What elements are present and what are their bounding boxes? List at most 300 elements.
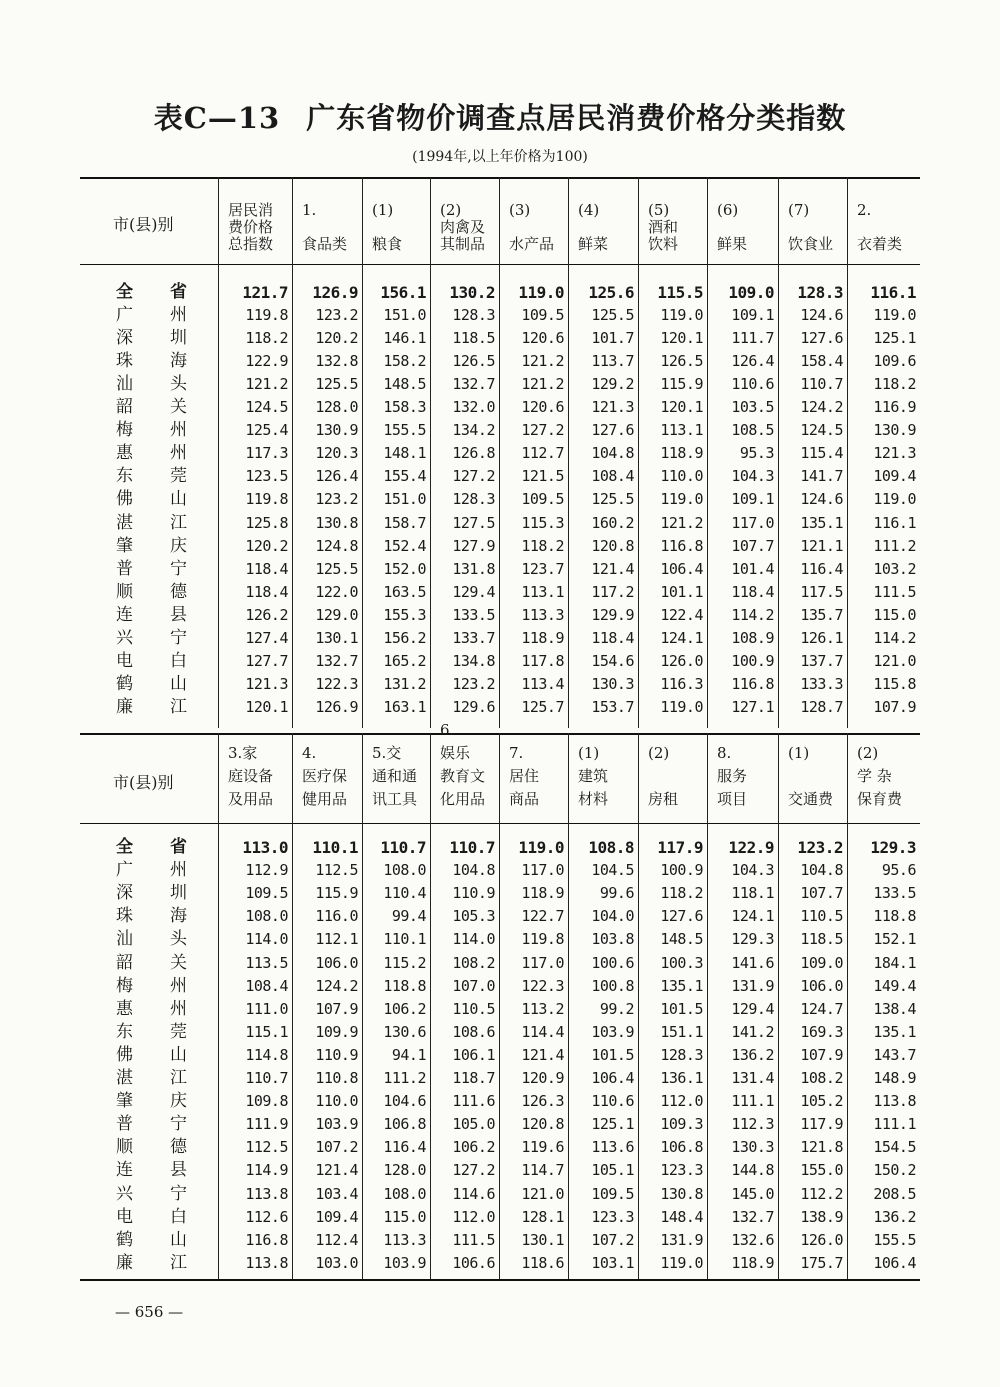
region-name-char: 州 bbox=[170, 975, 187, 996]
table1-value-cell: 118.2 bbox=[245, 329, 288, 348]
table1-value-cell: 118.5 bbox=[452, 329, 495, 348]
table1-value-cell: 126.4 bbox=[315, 467, 358, 486]
table1-header-line: 饮料 bbox=[648, 235, 679, 253]
table2-value-cell: 103.9 bbox=[315, 1115, 358, 1134]
table2-header-line: 教育文 bbox=[440, 767, 486, 785]
table2-value-cell: 110.5 bbox=[452, 999, 495, 1018]
table1-value-cell: 126.8 bbox=[452, 444, 495, 463]
table1-row-label bbox=[116, 650, 186, 673]
table2-row-label bbox=[116, 1206, 186, 1229]
region-name-char: 山 bbox=[170, 489, 187, 510]
region-name-char: 圳 bbox=[170, 883, 187, 904]
table2-value-cell: 118.8 bbox=[383, 976, 426, 995]
table1-value-cell: 129.0 bbox=[315, 605, 358, 624]
region-name-char: 梅 bbox=[116, 420, 133, 441]
table2-header-line: 交通费 bbox=[788, 790, 834, 808]
table1-value-cell: 128.3 bbox=[452, 490, 495, 509]
table2-value-cell: 104.5 bbox=[591, 861, 634, 880]
table2-value-cell: 112.1 bbox=[315, 930, 358, 949]
region-name-char: 宁 bbox=[170, 627, 187, 648]
table1-header-line: 2. bbox=[857, 201, 872, 219]
table2-value-cell: 115.0 bbox=[383, 1207, 426, 1226]
table2-value-cell: 124.1 bbox=[731, 907, 774, 926]
region-name-char: 山 bbox=[170, 1044, 187, 1065]
table2-header-line: (1) bbox=[788, 744, 810, 762]
table1-value-cell: 100.9 bbox=[731, 651, 774, 670]
table1-value-cell: 125.5 bbox=[315, 559, 358, 578]
table1-value-cell: 127.7 bbox=[245, 651, 288, 670]
table1-value-cell: 118.4 bbox=[731, 582, 774, 601]
table1-value-cell: 128.3 bbox=[797, 283, 843, 302]
region-name-char: 宁 bbox=[170, 558, 187, 579]
region-name-char: 肇 bbox=[116, 1091, 133, 1112]
table2-value-cell: 109.4 bbox=[315, 1207, 358, 1226]
table2-value-cell: 106.4 bbox=[873, 1253, 916, 1272]
table2-value-cell: 103.0 bbox=[315, 1253, 358, 1272]
table2-value-cell: 136.1 bbox=[660, 1069, 703, 1087]
table2-value-cell: 116.4 bbox=[383, 1138, 426, 1157]
table2-value-cell: 118.5 bbox=[800, 930, 843, 949]
table2-value-cell: 155.0 bbox=[800, 1161, 843, 1180]
table2-value-cell: 113.0 bbox=[242, 838, 288, 857]
table1-value-cell: 124.1 bbox=[660, 628, 703, 647]
table1-row-label bbox=[116, 696, 186, 719]
table1-value-cell: 121.4 bbox=[591, 559, 634, 578]
table2-value-cell: 121.4 bbox=[315, 1161, 358, 1180]
region-name-char: 珠 bbox=[116, 351, 133, 372]
table1-value-cell: 101.1 bbox=[660, 582, 703, 601]
table2-value-cell: 111.1 bbox=[873, 1115, 916, 1134]
table2-value-cell: 119.8 bbox=[521, 930, 564, 949]
table2-value-cell: 113.8 bbox=[245, 1253, 288, 1272]
table2-value-cell: 122.9 bbox=[728, 838, 774, 857]
table2-value-cell: 108.4 bbox=[245, 976, 288, 995]
region-name-char: 惠 bbox=[116, 443, 133, 464]
table1-value-cell: 116.3 bbox=[660, 674, 703, 693]
table2-value-cell: 106.4 bbox=[591, 1069, 634, 1087]
table2-value-cell: 119.0 bbox=[518, 838, 564, 857]
table2-value-cell: 109.5 bbox=[591, 1184, 634, 1203]
table1-header-line: 1. bbox=[302, 201, 317, 219]
table1-value-cell: 126.5 bbox=[452, 352, 495, 371]
table2-row-label bbox=[116, 882, 186, 905]
table2-value-cell: 112.9 bbox=[245, 861, 288, 880]
table2-value-cell: 105.3 bbox=[452, 907, 495, 926]
table1-value-cell: 109.5 bbox=[521, 306, 564, 325]
region-name-char: 顺 bbox=[116, 581, 133, 602]
table2-value-cell: 117.9 bbox=[800, 1115, 843, 1134]
table2-value-cell: 103.9 bbox=[383, 1253, 426, 1272]
table2-value-cell: 127.2 bbox=[452, 1161, 495, 1180]
table1-value-cell: 163.1 bbox=[383, 697, 426, 716]
table1-header-line: 饮食业 bbox=[788, 235, 834, 253]
table2-value-cell: 149.4 bbox=[873, 976, 916, 995]
table2-header-line: 7. bbox=[509, 744, 524, 762]
table2-value-cell: 118.9 bbox=[731, 1253, 774, 1272]
region-name-char: 头 bbox=[170, 929, 187, 950]
table1-header-line: 其制品 bbox=[440, 235, 486, 253]
table2-value-cell: 112.0 bbox=[660, 1092, 703, 1111]
table1-value-cell: 130.9 bbox=[873, 421, 916, 440]
table1-value-cell: 114.2 bbox=[731, 605, 774, 624]
region-name-char: 韶 bbox=[116, 952, 133, 973]
region-name-char: 佛 bbox=[116, 1044, 133, 1065]
table1-value-cell: 110.7 bbox=[800, 375, 843, 394]
region-name-char: 山 bbox=[170, 673, 187, 694]
table2-value-cell: 145.0 bbox=[731, 1184, 774, 1203]
table2-header-line: 5.交 bbox=[372, 744, 402, 762]
table2-value-cell: 135.1 bbox=[660, 976, 703, 995]
table2-value-cell: 121.0 bbox=[521, 1184, 564, 1203]
table1-value-cell: 120.1 bbox=[660, 398, 703, 417]
table1-value-cell: 128.0 bbox=[315, 398, 358, 417]
table2-row-label bbox=[116, 1113, 186, 1136]
table2-value-cell: 107.0 bbox=[452, 976, 495, 995]
table1-value-cell: 121.3 bbox=[245, 674, 288, 693]
table2-value-cell: 108.8 bbox=[588, 838, 634, 857]
region-name-char: 州 bbox=[170, 860, 187, 881]
table2-header-region: 市(县)别 bbox=[113, 773, 174, 792]
table1-value-cell: 121.2 bbox=[521, 352, 564, 371]
region-name-char: 电 bbox=[116, 1206, 133, 1227]
table1-value-cell: 113.7 bbox=[591, 352, 634, 371]
table2-value-cell: 104.0 bbox=[591, 907, 634, 926]
table1-row-label bbox=[116, 350, 186, 373]
table2-row-label bbox=[116, 1090, 186, 1113]
table1-value-cell: 121.3 bbox=[591, 398, 634, 417]
table1-value-cell: 133.3 bbox=[800, 674, 843, 693]
table1-value-cell: 134.2 bbox=[452, 421, 495, 440]
table1-value-cell: 116.4 bbox=[800, 559, 843, 578]
table2-value-cell: 100.6 bbox=[591, 953, 634, 972]
table2-value-cell: 124.2 bbox=[315, 976, 358, 995]
table2-value-cell: 110.6 bbox=[591, 1092, 634, 1111]
region-name-char: 江 bbox=[170, 696, 187, 717]
table2-value-cell: 111.9 bbox=[245, 1115, 288, 1134]
table2-value-cell: 109.3 bbox=[660, 1115, 703, 1134]
table2-value-cell: 150.2 bbox=[873, 1161, 916, 1180]
table2-value-cell: 117.0 bbox=[521, 953, 564, 972]
table2-header-line: (2) bbox=[857, 744, 879, 762]
table1-value-cell: 116.8 bbox=[660, 536, 703, 555]
table1-row-label bbox=[116, 396, 186, 419]
table1-value-cell: 121.1 bbox=[800, 536, 843, 555]
table1-header-line: 食品类 bbox=[302, 235, 348, 253]
region-name-char: 东 bbox=[116, 466, 133, 487]
table1-value-cell: 111.5 bbox=[873, 582, 916, 601]
table1-row-label bbox=[116, 442, 186, 465]
table2-value-cell: 112.6 bbox=[245, 1207, 288, 1226]
table1-value-cell: 119.0 bbox=[660, 490, 703, 509]
region-name-char: 省 bbox=[170, 282, 187, 302]
table2-value-cell: 114.4 bbox=[521, 1022, 564, 1041]
table1-value-cell: 121.0 bbox=[873, 651, 916, 670]
table2-value-cell: 112.3 bbox=[731, 1115, 774, 1134]
table1-value-cell: 155.5 bbox=[383, 421, 426, 440]
table1-top-rule bbox=[80, 177, 920, 179]
table2-value-cell: 117.9 bbox=[657, 838, 703, 857]
table1-value-cell: 117.3 bbox=[245, 444, 288, 463]
table2-header-line: 健用品 bbox=[302, 790, 348, 808]
table2-value-cell: 121.4 bbox=[521, 1045, 564, 1064]
table1-value-cell: 123.7 bbox=[521, 559, 564, 578]
table2-value-cell: 128.0 bbox=[383, 1161, 426, 1180]
table2-value-cell: 114.7 bbox=[521, 1161, 564, 1180]
region-name-char: 廉 bbox=[116, 1252, 133, 1273]
table1-header-line: 总指数 bbox=[228, 235, 274, 253]
table2-value-cell: 128.3 bbox=[660, 1045, 703, 1064]
table2-header-line: 3.家 bbox=[228, 744, 258, 762]
region-name-char: 宁 bbox=[170, 1114, 187, 1135]
table2-value-cell: 110.0 bbox=[315, 1092, 358, 1111]
table2-value-cell: 109.8 bbox=[245, 1092, 288, 1111]
table2-value-cell: 94.1 bbox=[391, 1045, 426, 1064]
region-name-char: 汕 bbox=[116, 374, 133, 395]
table1-value-cell: 129.4 bbox=[452, 582, 495, 601]
table1-value-cell: 125.1 bbox=[873, 329, 916, 348]
table1-value-cell: 163.5 bbox=[383, 582, 426, 601]
table1-row-label bbox=[116, 488, 186, 511]
table1-value-cell: 118.9 bbox=[521, 628, 564, 647]
table1-value-cell: 127.9 bbox=[452, 536, 495, 555]
table1-header-line: 水产品 bbox=[509, 235, 555, 253]
table2-value-cell: 108.2 bbox=[800, 1069, 843, 1087]
table2-value-cell: 141.2 bbox=[731, 1022, 774, 1041]
table2-value-cell: 126.3 bbox=[521, 1092, 564, 1111]
table2-value-cell: 115.1 bbox=[245, 1022, 288, 1041]
table2-value-cell: 131.9 bbox=[660, 1230, 703, 1249]
table2-value-cell: 131.4 bbox=[731, 1069, 774, 1087]
table2-value-cell: 106.2 bbox=[452, 1138, 495, 1157]
table1-value-cell: 115.9 bbox=[660, 375, 703, 394]
table2-value-cell: 116.8 bbox=[245, 1230, 288, 1249]
region-name-char: 湛 bbox=[116, 1068, 133, 1088]
table1-value-cell: 124.2 bbox=[800, 398, 843, 417]
region-name-char: 海 bbox=[170, 351, 187, 372]
table2-value-cell: 104.6 bbox=[383, 1092, 426, 1111]
region-name-char: 圳 bbox=[170, 328, 187, 349]
table2-value-cell: 106.8 bbox=[383, 1115, 426, 1134]
table1-value-cell: 108.4 bbox=[591, 467, 634, 486]
table1-row-label bbox=[116, 373, 186, 396]
table2-value-cell: 103.1 bbox=[591, 1253, 634, 1272]
table2-value-cell: 116.0 bbox=[315, 907, 358, 926]
table2-value-cell: 112.2 bbox=[800, 1184, 843, 1203]
table1-row-label bbox=[116, 604, 186, 627]
table1-value-cell: 117.8 bbox=[521, 651, 564, 670]
table2-header-line: (2) bbox=[648, 744, 670, 762]
table2-value-cell: 113.6 bbox=[591, 1138, 634, 1157]
table2-value-cell: 148.4 bbox=[660, 1207, 703, 1226]
table2-value-cell: 109.0 bbox=[800, 953, 843, 972]
table1-value-cell: 119.8 bbox=[245, 490, 288, 509]
table2-value-cell: 101.5 bbox=[591, 1045, 634, 1064]
table1-value-cell: 109.1 bbox=[731, 306, 774, 325]
table1-row-label bbox=[116, 304, 186, 327]
table1-value-cell: 148.1 bbox=[383, 444, 426, 463]
table2-value-cell: 111.1 bbox=[731, 1092, 774, 1111]
table1-value-cell: 115.0 bbox=[873, 605, 916, 624]
table2-row-label bbox=[116, 998, 186, 1021]
table2-value-cell: 130.8 bbox=[660, 1184, 703, 1203]
table1-value-cell: 125.6 bbox=[588, 283, 634, 302]
table1-header-line: (4) bbox=[578, 201, 600, 219]
table2-header-line: 化用品 bbox=[440, 790, 486, 808]
region-name-char: 州 bbox=[170, 443, 187, 464]
table1-value-cell: 126.5 bbox=[660, 352, 703, 371]
table1-value-cell: 119.0 bbox=[660, 306, 703, 325]
table2-value-cell: 115.9 bbox=[315, 884, 358, 903]
region-name-char: 江 bbox=[170, 512, 187, 533]
table2-value-cell: 113.8 bbox=[873, 1092, 916, 1111]
table2-row-label bbox=[116, 928, 186, 951]
table2-value-cell: 107.9 bbox=[315, 999, 358, 1018]
region-name-char: 广 bbox=[116, 305, 133, 326]
region-name-char: 海 bbox=[170, 906, 187, 927]
region-name-char: 全 bbox=[116, 282, 133, 302]
table1-value-cell: 120.2 bbox=[315, 329, 358, 348]
table1-header-line: (2) bbox=[440, 201, 462, 219]
table1-value-cell: 121.3 bbox=[873, 444, 916, 463]
table2-value-cell: 100.8 bbox=[591, 976, 634, 995]
table2-value-cell: 95.6 bbox=[881, 861, 916, 880]
table1-value-cell: 109.4 bbox=[873, 467, 916, 486]
table1-value-cell: 123.5 bbox=[245, 467, 288, 486]
table2-value-cell: 110.7 bbox=[380, 838, 426, 857]
table1-value-cell: 117.5 bbox=[800, 582, 843, 601]
table2-value-cell: 138.9 bbox=[800, 1207, 843, 1226]
table2-value-cell: 100.9 bbox=[660, 861, 703, 880]
region-name-char: 连 bbox=[116, 1160, 133, 1181]
table2-value-cell: 130.6 bbox=[383, 1022, 426, 1041]
table1-value-cell: 127.2 bbox=[521, 421, 564, 440]
table2-row-label bbox=[116, 1067, 186, 1090]
table2-value-cell: 118.6 bbox=[521, 1253, 564, 1272]
table1-value-cell: 120.3 bbox=[315, 444, 358, 463]
region-name-char: 鹤 bbox=[116, 1229, 133, 1250]
table2-value-cell: 118.1 bbox=[731, 884, 774, 903]
table1-value-cell: 125.8 bbox=[245, 513, 288, 532]
table2-value-cell: 113.2 bbox=[521, 999, 564, 1018]
table2-value-cell: 112.0 bbox=[452, 1207, 495, 1226]
table1-value-cell: 128.3 bbox=[452, 306, 495, 325]
table2-value-cell: 106.2 bbox=[383, 999, 426, 1018]
table1-value-cell: 106.4 bbox=[660, 559, 703, 578]
table1-value-cell: 118.4 bbox=[591, 628, 634, 647]
table2-value-cell: 99.4 bbox=[391, 907, 426, 926]
table1-value-cell: 132.7 bbox=[315, 651, 358, 670]
table1-value-cell: 120.6 bbox=[521, 398, 564, 417]
table2-row-label bbox=[116, 975, 186, 998]
table2-value-cell: 135.1 bbox=[873, 1022, 916, 1041]
page-title bbox=[0, 96, 1000, 137]
table2-value-cell: 119.0 bbox=[660, 1253, 703, 1272]
region-name-char: 佛 bbox=[116, 489, 133, 510]
table2-value-cell: 118.2 bbox=[660, 884, 703, 903]
region-name-char: 兴 bbox=[116, 1183, 133, 1204]
table1-value-cell: 127.2 bbox=[452, 467, 495, 486]
region-name-char: 白 bbox=[170, 1206, 187, 1227]
table1-header-line: (7) bbox=[788, 201, 810, 219]
table2-value-cell: 124.7 bbox=[800, 999, 843, 1018]
table1-row-label bbox=[116, 465, 186, 488]
region-name-char: 州 bbox=[170, 998, 187, 1019]
table2-value-cell: 104.3 bbox=[731, 861, 774, 880]
table2-value-cell: 125.1 bbox=[591, 1115, 634, 1134]
table1-value-cell: 129.2 bbox=[591, 375, 634, 394]
region-name-char: 电 bbox=[116, 650, 133, 671]
table2-row-label bbox=[116, 952, 186, 975]
region-name-char: 县 bbox=[170, 604, 187, 625]
table2-value-cell: 121.8 bbox=[800, 1138, 843, 1157]
table1-value-cell: 124.6 bbox=[800, 490, 843, 509]
table1-header-line: (5) bbox=[648, 201, 670, 219]
table2-header-line: 学 杂 bbox=[857, 767, 892, 785]
table1-value-cell: 116.9 bbox=[873, 398, 916, 417]
table1-header-region: 市(县)别 bbox=[113, 215, 174, 234]
table2-value-cell: 175.7 bbox=[800, 1253, 843, 1272]
table2-value-cell: 108.0 bbox=[245, 907, 288, 926]
table2-header-rule bbox=[80, 823, 920, 824]
table1-value-cell: 130.2 bbox=[449, 283, 495, 302]
region-name-char: 州 bbox=[170, 305, 187, 326]
table2-header-line: 通和通 bbox=[372, 767, 418, 785]
table1-value-cell: 146.1 bbox=[383, 329, 426, 348]
table1-header-line: (6) bbox=[717, 201, 739, 219]
table1-value-cell: 120.2 bbox=[245, 536, 288, 555]
table1-value-cell: 133.7 bbox=[452, 628, 495, 647]
table1-value-cell: 158.7 bbox=[383, 513, 426, 532]
table2-value-cell: 107.2 bbox=[315, 1138, 358, 1157]
table2-value-cell: 123.2 bbox=[797, 838, 843, 857]
table1-value-cell: 124.8 bbox=[315, 536, 358, 555]
table1-value-cell: 156.2 bbox=[383, 628, 426, 647]
table1-value-cell: 109.5 bbox=[521, 490, 564, 509]
table2-value-cell: 136.2 bbox=[731, 1045, 774, 1064]
table2-value-cell: 103.8 bbox=[591, 930, 634, 949]
region-name-char: 深 bbox=[116, 328, 133, 349]
table2-value-cell: 110.1 bbox=[312, 838, 358, 857]
table-subtitle: (1994年,以上年价格为100) bbox=[412, 149, 588, 165]
table1-value-cell: 130.8 bbox=[315, 513, 358, 532]
table2-value-cell: 155.5 bbox=[873, 1230, 916, 1249]
table1-value-cell: 151.0 bbox=[383, 306, 426, 325]
table1-value-cell: 155.3 bbox=[383, 605, 426, 624]
table2-value-cell: 118.9 bbox=[521, 884, 564, 903]
table-code: 表C—13 bbox=[153, 101, 281, 135]
table1-value-cell: 123.2 bbox=[452, 674, 495, 693]
table1-value-cell: 123.2 bbox=[315, 490, 358, 509]
table1-value-cell: 104.3 bbox=[731, 467, 774, 486]
table1-value-cell: 148.5 bbox=[383, 375, 426, 394]
table1-value-cell: 126.2 bbox=[245, 605, 288, 624]
table2-value-cell: 126.0 bbox=[800, 1230, 843, 1249]
table2-value-cell: 138.4 bbox=[873, 999, 916, 1018]
table2-value-cell: 114.0 bbox=[452, 930, 495, 949]
table2-value-cell: 110.9 bbox=[315, 1045, 358, 1064]
table-title-text: 广东省物价调查点居民消费价格分类指数 bbox=[306, 101, 847, 135]
region-name-char: 山 bbox=[170, 1229, 187, 1250]
region-name-char: 梅 bbox=[116, 975, 133, 996]
table1-value-cell: 118.4 bbox=[245, 582, 288, 601]
table1-value-cell: 133.5 bbox=[452, 605, 495, 624]
table1-value-cell: 127.1 bbox=[731, 697, 774, 716]
table2-header-line: 项目 bbox=[717, 790, 748, 808]
region-name-char: 全 bbox=[116, 837, 133, 857]
region-name-char: 湛 bbox=[116, 512, 133, 533]
table1-value-cell: 137.7 bbox=[800, 651, 843, 670]
table2-value-cell: 108.0 bbox=[383, 861, 426, 880]
